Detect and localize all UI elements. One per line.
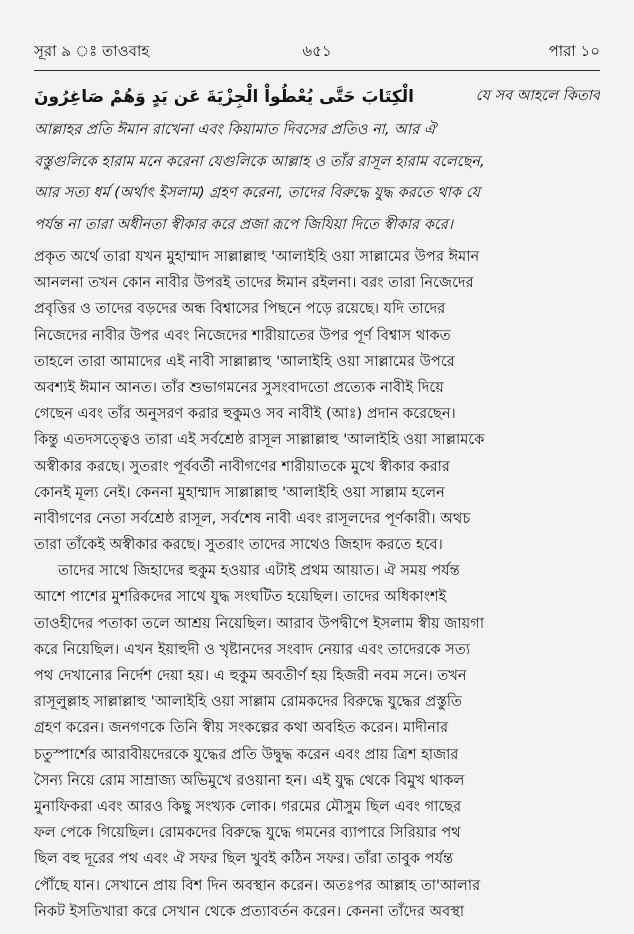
verse-translation-start: যে সব আহলে কিতাব: [475, 88, 600, 104]
body-line: তাদের সাথে জিহাদের হুকুম হওয়ার এটাই প্রথম আয়াত। ঐ সময় পর্যন্ত: [58, 562, 460, 580]
body-line: গেছেন এবং তাঁর অনুসরণ করার হুকুমও সব নাবীই (আঃ) প্রদান করেছেন।: [34, 405, 456, 423]
body-line: নিকট ইসতিখারা করে সেখান থেকে প্রত্যাবর্তন করেন। কেননা তাঁদের অবস্থা: [34, 902, 465, 920]
commentary-block: [34, 244, 600, 925]
page-number: ৬৫১: [302, 42, 332, 60]
body-line: অবশ্যই ঈমান আনত। তাঁর শুভাগমনের সুসংবাদতো প্রত্যেক নাবীই দিয়ে: [34, 378, 444, 396]
body-line: রাসূলুল্লাহ সাল্লাল্লাহু 'আলাইহি ওয়া সাল্লাম রোমকদের বিরুদ্ধে যুদ্ধের প্রস্তুতি: [34, 693, 462, 711]
body-line: নাবীগণের নেতা সর্বশ্রেষ্ঠ রাসূল, সর্বশেষ নাবী এবং রাসূলদের পূর্ণকারী। অথচ: [34, 509, 471, 527]
header-divider: [34, 70, 600, 71]
body-line: নিজেদের নাবীর উপর এবং নিজেদের শারীয়াতের উপর পূর্ণ বিশ্বাস থাকত: [34, 326, 451, 344]
body-line: কোনই মূল্য নেই। কেননা মুহাম্মাদ সাল্লাল্লাহু 'আলাইহি ওয়া সাল্লাম হলেন: [34, 483, 445, 501]
body-line: পথ দেখানোর নির্দেশ দেয়া হয়। এ হুকুম অবতীর্ণ হয় হিজরী নবম সনে। তখন: [34, 667, 467, 684]
para-number: পারা ১০: [548, 42, 600, 60]
translation-line: বস্তুগুলিকে হারাম মনে করেনা যেগুলিকে আল্লাহ ও তাঁর রাসূল হারাম বলেছেন,: [34, 152, 485, 170]
translation-line: আল্লাহর প্রতি ঈমান রাখেনা এবং কিয়ামাত দিবসের প্রতিও না, আর ঐ: [34, 121, 436, 138]
page-header: [34, 36, 600, 66]
body-line: গ্রহণ করেন। জনগণকে তিনি স্বীয় সংকল্পের কথা অবহিত করেন। মাদীনার: [34, 719, 449, 737]
arabic-verse: الْكِتَابَ حَتَّى يُعْطُواْ الْجِزْيَةَ عَن يَدٍ وَهُمْ صَاغِرُونَ: [34, 87, 414, 107]
body-line: আনলনা তখন কোন নাবীর উপরই তাদের ঈমান রইলনা। বরং তারা নিজেদের: [34, 274, 474, 292]
body-line: আশে পাশের মুশরিকদের সাথে যুদ্ধ সংঘটিত হয়েছিল। তাদের অধিকাংশই: [34, 588, 447, 606]
translation-block: [34, 114, 600, 240]
body-line: করে নিয়েছিল। এখন ইয়াহুদী ও খৃষ্টানদের সংবাদ নেয়ার এবং তাদেরকে সত্য: [34, 640, 471, 658]
body-line: ছিল বহু দূরের পথ এবং ঐ সফর ছিল খুবই কঠিন সফর। তাঁরা তাবুক পর্যন্ত: [34, 850, 454, 868]
body-line: পৌঁছে যান। সেখানে প্রায় বিশ দিন অবস্থান করেন। অতঃপর আল্লাহ তা'আলার: [34, 876, 481, 894]
body-line: প্রবৃত্তির ও তাদের বড়দের অন্ধ বিশ্বাসের পিছনে পড়ে রয়েছে। যদি তাদের: [34, 300, 446, 318]
body-line: চতুস্পার্শের আরাবীয়দেরকে যুদ্ধের প্রতি উদ্বুদ্ধ করেন এবং প্রায় ত্রিশ হাজার: [34, 745, 459, 763]
body-line: মুনাফিকরা এবং আরও কিছু সংখ্যক লোক। গরমের মৌসুম ছিল এবং গাছের: [34, 797, 462, 815]
translation-line: পর্যন্ত না তারা অধীনতা স্বীকার করে প্রজা রূপে জিযিয়া দিতে স্বীকার করে।: [34, 215, 454, 233]
body-line: সৈন্য নিয়ে রোম সাম্রাজ্য অভিমুখে রওয়ানা হন। এই যুদ্ধ থেকে বিমুখ থাকল: [34, 771, 465, 789]
body-line: কিন্তু এতদসত্ত্বেও তারা এই সর্বশ্রেষ্ঠ রাসূল সাল্লাল্লাহু 'আলাইহি ওয়া সাল্লামকে: [34, 431, 485, 449]
surah-title: সূরা ৯ ঃ তাওবাহ: [34, 42, 150, 60]
body-line: অস্বীকার করছে। সুতরাং পূর্ববর্তী নাবীগণের শারীয়াতকে মুখে স্বীকার করার: [34, 457, 450, 475]
translation-line: আর সত্য ধর্ম (অর্থাৎ ইসলাম) গ্রহণ করেনা, তাদের বিরুদ্ধে যুদ্ধ করতে থাক যে: [34, 184, 481, 201]
body-line: প্রকৃত অর্থে তারা যখন মুহাম্মাদ সাল্লাল্লাহু 'আলাইহি ওয়া সাল্লামের উপর ঈমান: [34, 248, 480, 265]
body-line: তারা তাঁকেই অস্বীকার করছে। সুতরাং তাদের সাথেও জিহাদ করতে হবে।: [34, 536, 443, 554]
verse-line: [34, 80, 600, 114]
body-line: ফল পেকে গিয়েছিল। রোমকদের বিরুদ্ধে যুদ্ধে গমনের ব্যাপারে সিরিয়ার পথ: [34, 824, 461, 842]
body-line: তাওহীদের পতাকা তলে আশ্রয় নিয়েছিল। আরাব উপদ্বীপে ইসলাম স্বীয় জায়গা: [34, 614, 485, 632]
body-line: তাহলে তারা আমাদের এই নাবী সাল্লাল্লাহু 'আলাইহি ওয়া সাল্লামের উপরে: [34, 352, 455, 370]
